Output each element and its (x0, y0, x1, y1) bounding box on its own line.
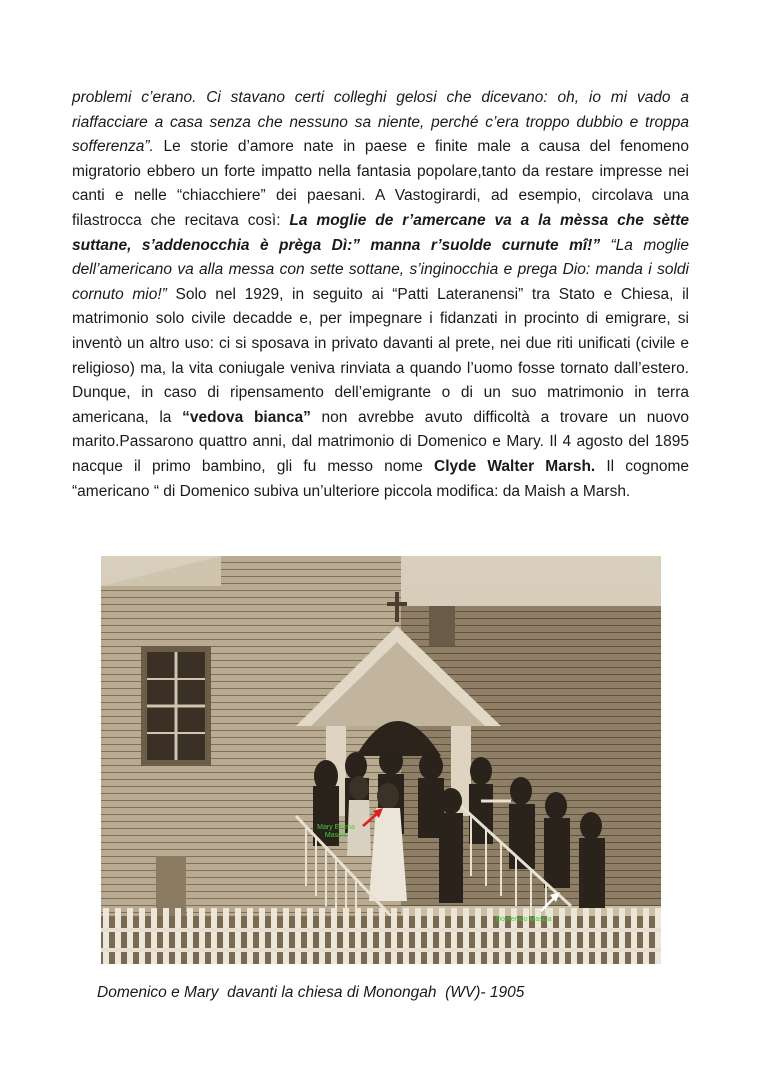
body-text (72, 86, 689, 504)
body-text-run: non avrebbe avuto difficoltà a trovare un nuovo marito.Passarono quattro anni, dal matrimonio di Domenico e Mary. Il 4 agosto del 1895 nacque il primo bambino, gli fu messo nome (72, 408, 689, 475)
child-name: Clyde Walter Marsh. (434, 457, 596, 475)
domenico-label: Domenico Mascia (496, 916, 552, 923)
mary-label (315, 824, 357, 840)
body-text-run: Le storie d’amore nate in paese e finite male a causa del fenomeno migratorio ebbero un forte impatto nella fantasia popolare,tanto da restare impresse nei canti e nelle “chiacchiere” dei paesani. A Vastogirardi, ad esempio, circolava una filastrocca che recitava così: (72, 138, 689, 229)
body-paragraph (72, 86, 689, 504)
vedova-bianca-term: “vedova bianca” (182, 408, 311, 426)
church-photo-illustration (101, 556, 661, 964)
mary-label-line1: Mary Emma (317, 824, 355, 831)
body-text-run: Il cognome “americano “ di Domenico subiva un’ulteriore piccola modifica: da Maish a Marsh. (72, 457, 689, 500)
mary-label-line2: Mascia (324, 832, 348, 839)
quote-italic: problemi c’erano. Ci stavano certi colleghi gelosi che dicevano: oh, io mi vado a riaffacciare a casa senza che nessuno sa niente, perché c’era troppo dubbio e troppa sofferenza”. (72, 89, 689, 156)
body-text-run: Solo nel 1929, in seguito ai “Patti Lateranensi” tra Stato e Chiesa, il matrimonio solo civile decadde e, per impegnare i fidanzati in procinto di emigrare, si inventò un altro uso: ci si sposava in privato davanti al prete, nei due riti unificati (civile e religioso) ma, la vita coniugale veniva rinviata a quando l’uomo fosse tornato dall’estero. Dunque, in caso di ripensamento dell’emigrante o di un suo matrimonio in terra americana, la (72, 285, 689, 426)
historic-photo (101, 556, 661, 964)
photo-caption: Domenico e Mary davanti la chiesa di Monongah (WV)- 1905 (97, 984, 525, 1001)
nursery-rhyme-translation: “La moglie dell’americano va alla messa con sette sottane, s’inginocchia e prega Dio: manda i soldi cornuto mio!” (72, 236, 689, 303)
nursery-rhyme-dialect: La moglie de r’amercane va a la mèssa che sètte suttane, s’addenocchia è prèga Dì:” manna r’suolde curnute mî!” (72, 211, 689, 254)
